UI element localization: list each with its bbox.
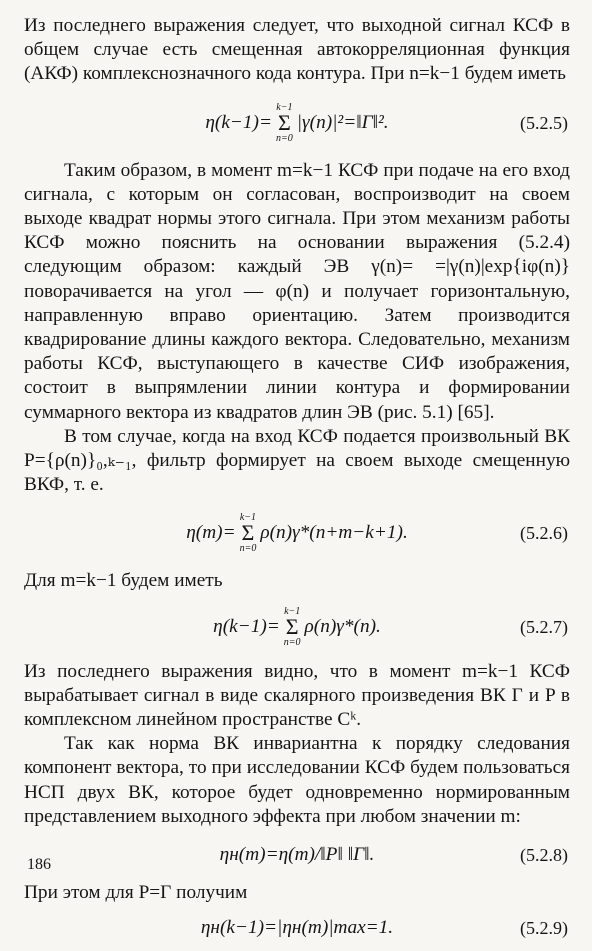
paragraph-2: Таким образом, в момент m=k−1 КСФ при подаче на его вход сигнала, с которым он согласован, воспроизводит на своем выходе квадрат нормы этого сигнала. При этом механизм работы КСФ можно пояснить на основании выражения (5.2.4) следующим образом: каждый ЭВ γ(n)= =|γ(n)|exp{iφ(n)} поворачивается на угол — φ(n) и получает горизонтальную, направленную вправо ориентацию. Затем производится квадрирование длины каждого вектора. Следовательно, механизм работы КСФ, выступающего в качестве СИФ изображения, состоит в выпрямлении линии контура и формировании суммарного вектора из квадратов длин ЭВ (рис. 5.1) [65]. [24,159,570,423]
equation-5-2-7 [24,594,570,660]
equation-number: (5.2.8) [520,844,568,865]
sum-upper-limit: k−1 [239,512,257,524]
sum-operator [284,606,301,648]
equation-5-2-8 [24,829,570,881]
page-body [24,14,570,951]
sum-lower-limit: n=0 [276,132,293,144]
equation-rhs: |γ(n)|²=‖Γ‖². [296,111,389,133]
equation-expression: ηн(m)=η(m)/‖P‖ ‖Γ‖. [219,843,375,865]
equation-number: (5.2.5) [520,112,568,133]
paragraph-3: В том случае, когда на вход КСФ подается произвольный ВК P={ρ(n)}₀,ₖ₋₁, фильтр формирует на своем выходе смещенную ВКФ, т. е. [24,425,570,496]
equation-lhs: η(k−1)= [213,615,280,637]
equation-number: (5.2.9) [520,918,568,939]
sum-upper-limit: k−1 [276,101,293,113]
sum-operator [276,102,293,144]
equation-rhs: ρ(n)γ*(n). [304,615,381,637]
sigma-symbol: Σ [277,109,291,135]
sum-upper-limit: k−1 [284,605,301,617]
equation-number: (5.2.7) [520,616,568,637]
paragraph-6: Так как норма ВК инвариантна к порядку следования компонент вектора, то при исследовании КСФ будем пользоваться НСП двух ВК, которое будет одновременно нормированным представлением выходного эффекта при любом значении m: [24,733,570,827]
sum-operator [240,512,257,554]
page-number: 186 [27,856,51,873]
equation-number: (5.2.6) [520,523,568,544]
equation-rhs: ρ(n)γ*(n+m−k+1). [260,522,408,544]
paragraph-5: Из последнего выражения видно, что в момент m=k−1 КСФ вырабатывает сигнал в виде скалярного произведения ВК Γ и P в комплексном линейном пространстве Cᵏ. [24,660,570,731]
sigma-symbol: Σ [241,520,255,546]
paragraph-7: При этом для P=Γ получим [24,882,248,904]
paragraph-1: Из последнего выражения следует, что выходной сигнал КСФ в общем случае есть смещенная автокорреляционная функция (АКФ) комплекснозначного кода контура. При n=k−1 будем иметь [24,15,570,85]
equation-lhs: η(k−1)= [205,111,272,133]
sigma-symbol: Σ [285,613,299,639]
equation-5-2-6 [24,497,570,569]
equation-5-2-9 [24,905,570,951]
sum-lower-limit: n=0 [239,543,257,555]
sum-lower-limit: n=0 [283,636,301,648]
equation-5-2-5 [24,87,570,159]
equation-lhs: η(m)= [186,522,236,544]
equation-expression: ηн(k−1)=|ηн(m)|max=1. [200,917,394,939]
paragraph-4: Для m=k−1 будем иметь [24,570,223,592]
